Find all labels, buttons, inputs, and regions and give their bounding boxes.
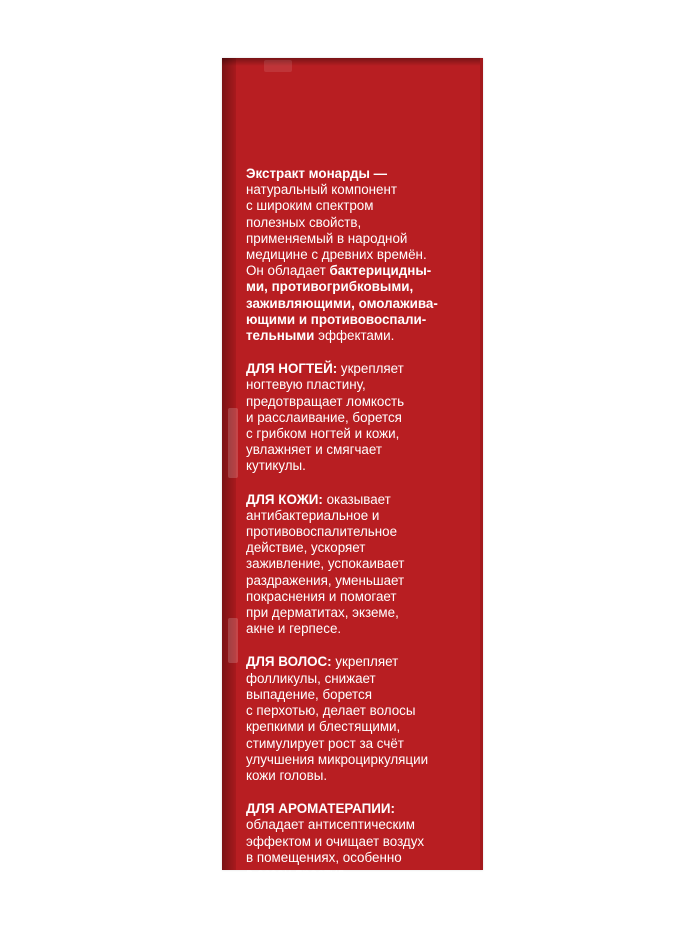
regular-text: крепкими и блестящими,	[246, 719, 401, 735]
text-line	[246, 556, 452, 572]
regular-text: ногтевую пластину,	[246, 377, 366, 393]
text-line	[246, 426, 452, 442]
bold-text: ющими и противовоспали-	[246, 311, 427, 327]
bold-text: тельными	[246, 328, 315, 344]
text-line	[246, 850, 452, 866]
paragraph-hair	[246, 654, 452, 784]
text-line	[246, 654, 452, 670]
regular-text: и расслаивание, борется	[246, 409, 402, 425]
bold-text: ДЛЯ АРОМАТЕРАПИИ:	[246, 801, 395, 817]
paragraph-aroma	[246, 801, 452, 882]
product-box	[222, 58, 483, 881]
text-line	[246, 231, 452, 247]
regular-text: противовоспалительное	[246, 524, 398, 540]
regular-text: кожи головы.	[246, 767, 328, 783]
bold-text: ДЛЯ КОЖИ:	[246, 491, 323, 507]
text-line	[246, 328, 452, 344]
text-line	[246, 524, 452, 540]
text-line	[246, 573, 452, 589]
regular-text: с перхотью, делает волосы	[246, 703, 416, 719]
regular-text: укрепляет	[337, 361, 404, 377]
text-line	[246, 279, 452, 295]
text-line	[246, 768, 452, 784]
text-line	[246, 687, 452, 703]
text-line	[246, 312, 452, 328]
text-line	[246, 752, 452, 768]
regular-text: оказывает	[322, 491, 391, 507]
bold-text: ДЛЯ ВОЛОС:	[246, 654, 332, 670]
regular-text: выпадение, борется	[246, 686, 372, 702]
regular-text: акне и герпесе.	[246, 621, 342, 637]
regular-text: эффектом и очищает воздух	[246, 833, 425, 849]
bold-text: заживляющими, омолажива-	[246, 295, 438, 311]
bold-text: Экстракт монарды —	[246, 166, 388, 181]
regular-text: фолликулы, снижает	[246, 670, 376, 686]
regular-text: эффектами.	[314, 328, 395, 344]
regular-text: кутикулы.	[246, 458, 306, 474]
regular-text: улучшения микроциркуляции	[246, 751, 429, 767]
regular-text: заживление, успокаивает	[246, 556, 405, 572]
text-line	[246, 671, 452, 687]
text-line	[246, 834, 452, 850]
regular-text: с грибком ногтей и кожи,	[246, 426, 400, 442]
text-line	[246, 736, 452, 752]
text-line	[246, 719, 452, 735]
text-line	[246, 508, 452, 524]
paragraph-intro	[246, 166, 452, 344]
text-line	[246, 605, 452, 621]
top-print-mark	[264, 60, 292, 72]
regular-text: антибактериальное и	[246, 507, 380, 523]
regular-text: предотвращает ломкость	[246, 393, 405, 409]
regular-text: натуральный компонент	[246, 182, 398, 198]
text-line	[246, 458, 452, 474]
paragraph-nails	[246, 361, 452, 474]
text-line	[246, 215, 452, 231]
regular-text: применяемый в народной	[246, 230, 408, 246]
box-front-edge	[480, 58, 483, 870]
regular-text: увлажняет и смягчает	[246, 442, 383, 458]
box-top-shadow	[222, 58, 483, 66]
text-line	[246, 198, 452, 214]
regular-text: раздражения, уменьшает	[246, 572, 405, 588]
text-line	[246, 621, 452, 637]
regular-text: действие, ускоряет	[246, 540, 366, 556]
text-line	[246, 866, 452, 882]
text-line	[246, 394, 452, 410]
side-print-mark	[228, 408, 238, 478]
regular-text: покраснения и помогает	[246, 588, 397, 604]
text-line	[246, 589, 452, 605]
text-line	[246, 703, 452, 719]
text-line	[246, 247, 452, 263]
regular-text: стимулирует рост за счёт	[246, 735, 404, 751]
text-line	[246, 296, 452, 312]
regular-text: с широким спектром	[246, 198, 374, 214]
text-line	[246, 817, 452, 833]
text-line	[246, 492, 452, 508]
regular-text: укрепляет	[331, 654, 399, 670]
text-line	[246, 166, 452, 182]
regular-text: медицине с древних времён.	[246, 247, 427, 263]
side-print-mark	[228, 618, 238, 663]
text-line	[246, 801, 452, 817]
bold-text: ми, противогрибковыми,	[246, 279, 414, 295]
regular-text: в помещениях, особенно	[246, 849, 402, 865]
text-line	[246, 182, 452, 198]
regular-text: полезных свойств,	[246, 214, 362, 230]
description-text	[246, 166, 452, 899]
bold-text: ДЛЯ НОГТЕЙ:	[246, 361, 338, 377]
text-line	[246, 442, 452, 458]
text-line	[246, 377, 452, 393]
text-line	[246, 361, 452, 377]
regular-text: при дерматитах, экземе,	[246, 605, 399, 621]
text-line	[246, 540, 452, 556]
regular-text: Он обладает	[246, 263, 330, 279]
regular-text: в сезон простуд.	[246, 865, 349, 881]
regular-text: обладает антисептическим	[246, 817, 416, 833]
text-line	[246, 263, 452, 279]
bold-text: бактерицидны-	[329, 263, 432, 279]
paragraph-skin	[246, 492, 452, 638]
text-line	[246, 410, 452, 426]
